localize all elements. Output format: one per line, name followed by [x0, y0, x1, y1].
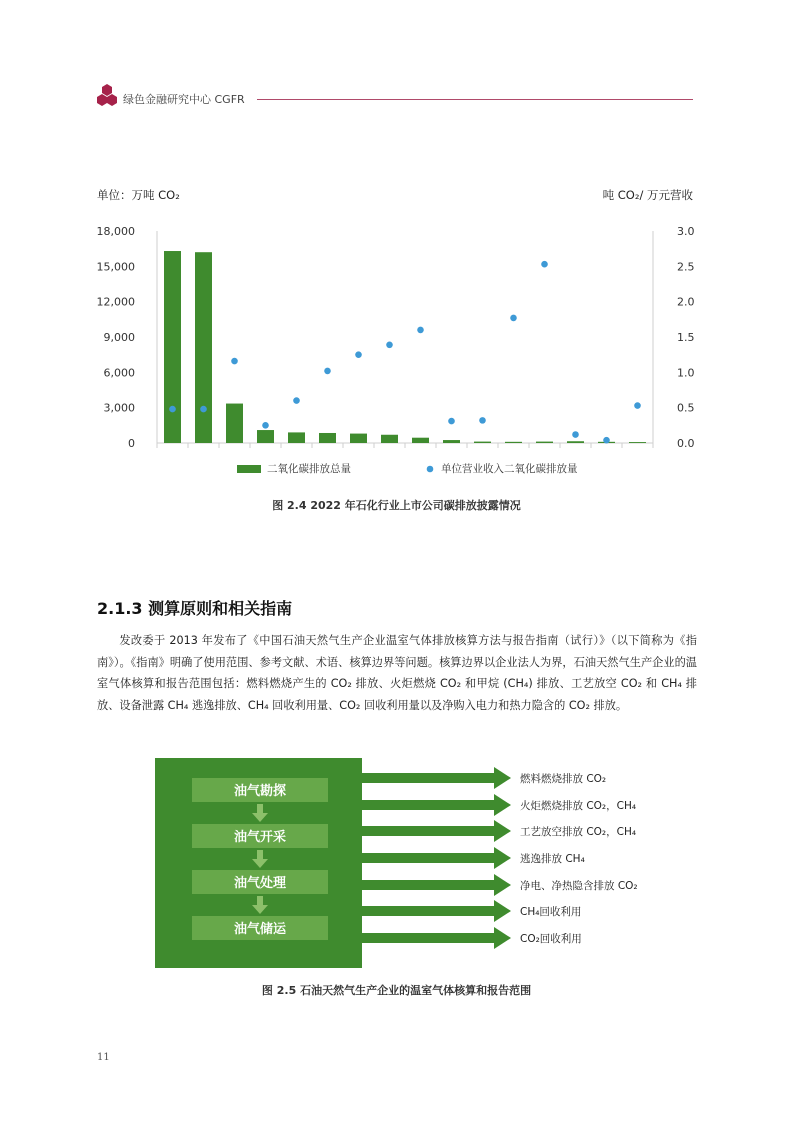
scatter-point [293, 397, 300, 404]
right-arrow-icon [362, 927, 511, 949]
bar [319, 433, 336, 443]
scatter-point [200, 406, 207, 413]
header-divider [257, 99, 693, 100]
scatter-point [572, 431, 579, 438]
scatter-point [324, 368, 331, 375]
y-right-tick: 2.0 [677, 295, 695, 309]
scatter-point [510, 315, 517, 322]
section-title: 2.1.3 测算原则和相关指南 [97, 599, 293, 618]
bar [443, 440, 460, 443]
output-label: 净电、净热隐含排放 CO₂ [520, 880, 638, 892]
output-label: CO₂回收利用 [520, 933, 582, 945]
legend-dot-label: 单位营业收入二氧化碳排放量 [441, 463, 578, 475]
stage-label: 油气勘探 [233, 784, 287, 799]
page-header [97, 84, 693, 108]
output-label: CH₄回收利用 [520, 906, 582, 918]
scatter-point [386, 341, 393, 348]
page-number: 11 [97, 1052, 110, 1063]
output-label: 逃逸排放 CH₄ [520, 853, 585, 865]
y-right-label: 吨 CO₂/ 万元营收 [602, 188, 693, 202]
y-left-label: 单位：万吨 CO₂ [97, 188, 180, 202]
scatter-point [417, 327, 424, 334]
bar [567, 441, 584, 443]
bar [381, 435, 398, 443]
legend-dot-swatch [427, 466, 434, 473]
y-left-tick: 15,000 [96, 260, 135, 274]
scatter-point [231, 358, 238, 365]
right-arrow-icon [362, 900, 511, 922]
ghg-scope-diagram [155, 758, 675, 968]
legend-bar-swatch [237, 465, 261, 473]
y-left-tick: 9,000 [103, 331, 135, 344]
stage-label: 油气开采 [233, 830, 287, 845]
output-label: 燃料燃烧排放 CO₂ [520, 773, 607, 785]
bar [350, 434, 367, 443]
bar [257, 430, 274, 443]
paragraph-text: 发改委于 2013 年发布了《中国石油天然气生产企业温室气体排放核算方法与报告指南（试行）》（以下简称为《指南》）。《指南》明确了使用范围、参考文献、术语、核算边界等问题。核算边界以企业法人为界，石油天然气生产企业的温室气体核算和报告范围包括：燃料燃烧产生的 CO₂ 排放、火炬燃烧 CO₂ 和甲烷 (CH₄) 排放、工艺放空 CO₂ 和 CH₄ 排放、设备泄露 CH₄ 逃逸排放、CH₄ 回收利用量、CO₂ 回收利用量以及净购入电力和热力隐含的 CO₂ 排放。 [97, 634, 697, 712]
stage-label: 油气处理 [233, 876, 287, 891]
bar [536, 442, 553, 443]
right-arrow-icon [362, 794, 511, 816]
scatter-point [448, 418, 455, 425]
y-left-tick: 18,000 [96, 225, 135, 238]
y-right-tick: 0.0 [677, 437, 695, 450]
right-arrow-icon [362, 874, 511, 896]
y-left-tick: 12,000 [96, 295, 135, 309]
emissions-chart [95, 180, 705, 480]
y-left-tick: 0 [128, 437, 135, 450]
y-right-tick: 1.0 [677, 366, 695, 380]
figure-1-caption: 图 2.4 2022 年石化行业上市公司碳排放披露情况 [272, 499, 521, 512]
y-right-tick: 0.5 [677, 401, 695, 415]
scatter-point [355, 351, 362, 358]
bar [288, 432, 305, 443]
bar [505, 442, 522, 443]
cgfr-logo-icon [97, 84, 117, 106]
bar [226, 404, 243, 443]
scatter-point [541, 261, 548, 268]
output-label: 工艺放空排放 CO₂，CH₄ [520, 826, 637, 838]
right-arrow-icon [362, 767, 511, 789]
bar [164, 251, 181, 443]
y-right-tick: 3.0 [677, 225, 695, 238]
scatter-point [634, 402, 641, 409]
scatter-point [262, 422, 269, 429]
bar [629, 442, 646, 443]
stage-label: 油气储运 [233, 922, 287, 937]
y-left-tick: 6,000 [103, 366, 135, 380]
y-left-tick: 3,000 [103, 401, 135, 415]
scatter-point [169, 406, 176, 413]
brand-name: 绿色金融研究中心 CGFR [123, 93, 245, 106]
section-paragraph [97, 630, 697, 716]
right-arrow-icon [362, 847, 511, 869]
scatter-point [479, 417, 486, 424]
bar [474, 442, 491, 443]
scatter-point [603, 437, 610, 444]
output-label: 火炬燃烧排放 CO₂，CH₄ [520, 800, 637, 812]
figure-2-caption: 图 2.5 石油天然气生产企业的温室气体核算和报告范围 [261, 984, 532, 997]
bar [195, 252, 212, 443]
y-right-tick: 2.5 [677, 260, 695, 274]
bar [412, 438, 429, 443]
legend-bar-label: 二氧化碳排放总量 [267, 463, 351, 475]
right-arrow-icon [362, 820, 511, 842]
y-right-tick: 1.5 [677, 331, 695, 344]
